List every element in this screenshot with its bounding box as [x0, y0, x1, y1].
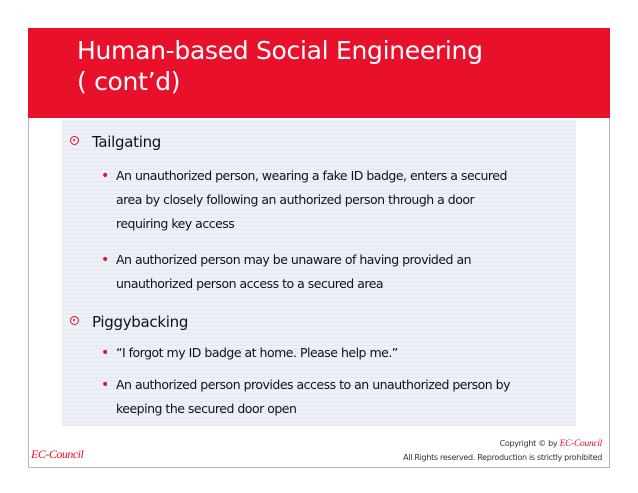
sub-bullet-line: An authorized person may be unaware of having provided an	[116, 252, 472, 267]
circle-bullet-icon	[70, 316, 79, 325]
copyright-brand: EC-Council	[559, 439, 602, 449]
dot-bullet-icon: •	[101, 345, 109, 361]
sub-bullet-line: “I forgot my ID badge at home. Please help me.”	[116, 345, 398, 360]
slide-title	[77, 35, 597, 97]
sub-bullet-line: An unauthorized person, wearing a fake ID badge, enters a secured	[116, 168, 507, 183]
dot-bullet-icon: •	[101, 252, 109, 268]
footer-brand-logo: EC-Council	[31, 447, 84, 461]
sub-bullet-line: keeping the secured door open	[116, 401, 297, 416]
rights-text: All Rights reserved. Reproduction is strictly prohibited	[403, 453, 602, 462]
sub-bullet-line: An authorized person provides access to an unauthorized person by	[116, 377, 511, 392]
footer-copyright	[403, 437, 602, 464]
bullet-label: Tailgating	[92, 133, 161, 151]
dot-bullet-icon: •	[101, 377, 109, 393]
sub-bullet-line: area by closely following an authorized person through a door	[116, 192, 475, 207]
sub-bullet-line: unauthorized person access to a secured area	[116, 276, 384, 291]
sub-bullet-line: requiring key access	[116, 216, 235, 231]
copyright-text: Copyright © by	[499, 439, 558, 448]
dot-bullet-icon: •	[101, 168, 109, 184]
title-line-2: ( cont’d)	[77, 67, 181, 96]
title-line-1: Human-based Social Engineering	[77, 36, 483, 65]
bullet-label: Piggybacking	[92, 313, 189, 331]
circle-bullet-icon	[70, 136, 79, 145]
